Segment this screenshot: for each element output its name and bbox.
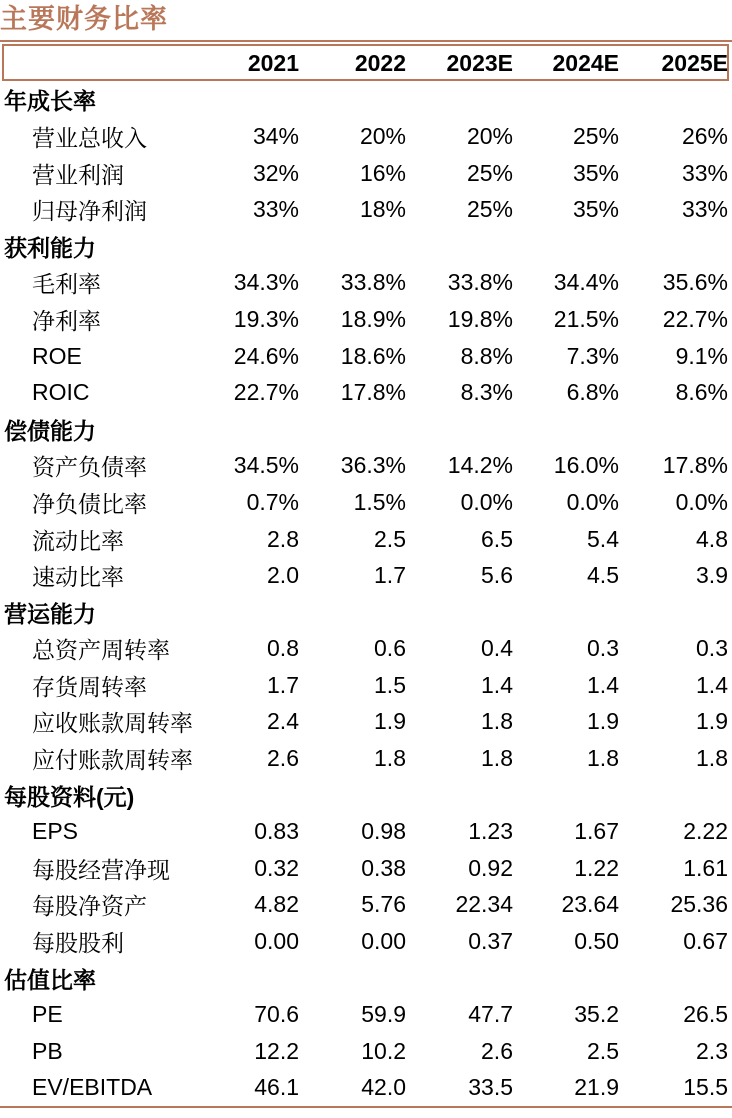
value-cell: 32% (252, 159, 299, 186)
table-row (0, 704, 732, 741)
value-cell: 8.8% (460, 342, 513, 369)
value-cell: 25% (466, 159, 513, 186)
value-cell: 5.4 (587, 525, 619, 552)
value-cell: 34.3% (233, 269, 299, 296)
value-cell: 47.7 (468, 1001, 513, 1028)
row-label: 每股经营净现 (32, 856, 170, 883)
value-cell: 1.9 (587, 708, 619, 735)
table-row (0, 996, 732, 1033)
value-cell: 34.4% (553, 269, 619, 296)
value-cell: 17.8% (340, 379, 406, 406)
value-cell: 0.4 (481, 635, 513, 662)
table-row (0, 155, 732, 192)
value-cell: 12.2 (254, 1037, 299, 1064)
section-header-row (0, 777, 732, 814)
empty-cell (623, 594, 732, 631)
value-cell: 0.7% (246, 488, 299, 515)
value-cell: 2.3 (696, 1037, 728, 1064)
value-cell: 2.6 (267, 745, 299, 772)
value-cell: 2.22 (683, 818, 728, 845)
value-cell: 19.8% (447, 305, 513, 332)
value-cell: 0.00 (361, 928, 406, 955)
value-cell: 16% (359, 159, 406, 186)
empty-cell (623, 777, 732, 814)
value-cell: 18% (359, 196, 406, 223)
value-cell: 0.67 (683, 928, 728, 955)
value-cell: 0.32 (254, 854, 299, 881)
value-cell: 1.22 (574, 854, 619, 881)
value-cell: 1.9 (374, 708, 406, 735)
section-header-row (0, 594, 732, 631)
empty-cell (517, 594, 623, 631)
value-cell: 0.98 (361, 818, 406, 845)
table-body (0, 82, 732, 1107)
empty-cell (303, 228, 410, 265)
row-label: 总资产周转率 (32, 637, 170, 664)
value-cell: 22.34 (455, 891, 513, 918)
value-cell: 20% (466, 122, 513, 149)
value-cell: 1.8 (481, 708, 513, 735)
section-header-row (0, 228, 732, 265)
value-cell: 16.0% (553, 452, 619, 479)
value-cell: 35.6% (662, 269, 728, 296)
section-title: 偿债能力 (4, 417, 96, 444)
section-title: 估值比率 (4, 966, 96, 993)
value-cell: 6.5 (481, 525, 513, 552)
section-header-row (0, 960, 732, 997)
value-cell: 0.83 (254, 818, 299, 845)
row-label: 营业利润 (32, 161, 124, 188)
section-title: 营运能力 (4, 600, 96, 627)
empty-cell (517, 228, 623, 265)
value-cell: 1.23 (468, 818, 513, 845)
value-cell: 1.8 (696, 745, 728, 772)
row-label: 毛利率 (32, 271, 101, 298)
value-cell: 0.0% (675, 488, 728, 515)
value-cell: 25% (466, 196, 513, 223)
row-label: 归母净利润 (32, 198, 147, 225)
value-cell: 18.6% (340, 342, 406, 369)
row-label: 每股股利 (32, 930, 124, 957)
value-cell: 46.1 (254, 1074, 299, 1101)
value-cell: 4.82 (254, 891, 299, 918)
value-cell: 0.6 (374, 635, 406, 662)
value-cell: 25% (572, 122, 619, 149)
header-year: 2025E (661, 49, 728, 76)
value-cell: 0.8 (267, 635, 299, 662)
empty-cell (410, 594, 517, 631)
value-cell: 1.8 (587, 745, 619, 772)
value-cell: 22.7% (233, 379, 299, 406)
value-cell: 1.5% (353, 488, 406, 515)
header-year: 2023E (446, 49, 513, 76)
empty-cell (623, 960, 732, 997)
page-title: 主要财务比率 (0, 4, 168, 35)
empty-cell (303, 777, 410, 814)
empty-cell (410, 960, 517, 997)
value-cell: 4.5 (587, 562, 619, 589)
row-label: 净负债比率 (32, 490, 147, 517)
value-cell: 22.7% (662, 305, 728, 332)
value-cell: 2.0 (267, 562, 299, 589)
value-cell: 33.8% (340, 269, 406, 296)
table-row (0, 118, 732, 155)
row-label: 应付账款周转率 (32, 747, 193, 774)
value-cell: 10.2 (361, 1037, 406, 1064)
value-cell: 8.6% (675, 379, 728, 406)
empty-cell (200, 777, 303, 814)
row-label: PB (32, 1037, 63, 1064)
table-row (0, 521, 732, 558)
value-cell: 17.8% (662, 452, 728, 479)
value-cell: 5.76 (361, 891, 406, 918)
row-label: EPS (32, 818, 79, 845)
value-cell: 36.3% (340, 452, 406, 479)
value-cell: 0.3 (587, 635, 619, 662)
row-label: ROE (32, 342, 82, 369)
value-cell: 0.00 (254, 928, 299, 955)
financial-ratios-table (0, 45, 732, 1106)
value-cell: 7.3% (566, 342, 619, 369)
empty-cell (517, 82, 623, 119)
table-row (0, 484, 732, 521)
value-cell: 1.67 (574, 818, 619, 845)
section-title: 年成长率 (4, 88, 96, 115)
row-label: 流动比率 (32, 527, 124, 554)
empty-cell (623, 411, 732, 448)
value-cell: 0.38 (361, 854, 406, 881)
value-cell: 33.8% (447, 269, 513, 296)
value-cell: 70.6 (254, 1001, 299, 1028)
table-row (0, 740, 732, 777)
value-cell: 20% (359, 122, 406, 149)
value-cell: 0.0% (566, 488, 619, 515)
value-cell: 1.4 (587, 671, 619, 698)
table-row (0, 448, 732, 485)
value-cell: 1.9 (696, 708, 728, 735)
table-row (0, 813, 732, 850)
value-cell: 0.92 (468, 854, 513, 881)
value-cell: 42.0 (361, 1074, 406, 1101)
empty-cell (200, 411, 303, 448)
value-cell: 0.37 (468, 928, 513, 955)
empty-cell (623, 228, 732, 265)
table-row (0, 1070, 732, 1107)
empty-cell (303, 411, 410, 448)
value-cell: 1.4 (696, 671, 728, 698)
table-row (0, 301, 732, 338)
table-row (0, 850, 732, 887)
row-label: 速动比率 (32, 564, 124, 591)
value-cell: 34% (252, 122, 299, 149)
empty-cell (517, 777, 623, 814)
value-cell: 1.8 (374, 745, 406, 772)
value-cell: 2.4 (267, 708, 299, 735)
value-cell: 1.7 (374, 562, 406, 589)
value-cell: 21.9 (574, 1074, 619, 1101)
value-cell: 1.5 (374, 671, 406, 698)
value-cell: 0.50 (574, 928, 619, 955)
empty-cell (200, 594, 303, 631)
value-cell: 0.0% (460, 488, 513, 515)
value-cell: 3.9 (696, 562, 728, 589)
row-label: 应收账款周转率 (32, 710, 193, 737)
header-label (0, 45, 200, 82)
value-cell: 1.8 (481, 745, 513, 772)
value-cell: 26.5 (683, 1001, 728, 1028)
row-label: EV/EBITDA (32, 1074, 153, 1101)
header-year: 2024E (552, 49, 619, 76)
empty-cell (410, 777, 517, 814)
table-row (0, 265, 732, 302)
value-cell: 9.1% (675, 342, 728, 369)
empty-cell (200, 960, 303, 997)
empty-cell (200, 82, 303, 119)
value-cell: 2.8 (267, 525, 299, 552)
value-cell: 2.5 (374, 525, 406, 552)
table-row (0, 631, 732, 668)
section-header-row (0, 411, 732, 448)
value-cell: 1.4 (481, 671, 513, 698)
empty-cell (517, 411, 623, 448)
header-year: 2021 (247, 49, 299, 76)
empty-cell (200, 228, 303, 265)
value-cell: 33% (681, 196, 728, 223)
value-cell: 35% (572, 196, 619, 223)
bottom-divider (0, 1106, 732, 1108)
empty-cell (303, 82, 410, 119)
value-cell: 25.36 (670, 891, 728, 918)
section-title: 每股资料(元) (4, 783, 135, 810)
value-cell: 2.5 (587, 1037, 619, 1064)
value-cell: 24.6% (233, 342, 299, 369)
value-cell: 19.3% (233, 305, 299, 332)
table-row (0, 338, 732, 375)
row-label: 资产负债率 (32, 454, 147, 481)
row-label: PE (32, 1001, 63, 1028)
empty-cell (410, 228, 517, 265)
row-label: 净利率 (32, 307, 101, 334)
value-cell: 26% (681, 122, 728, 149)
title-divider (0, 40, 732, 42)
value-cell: 33.5 (468, 1074, 513, 1101)
value-cell: 33% (681, 159, 728, 186)
value-cell: 2.6 (481, 1037, 513, 1064)
table-row (0, 557, 732, 594)
header-year: 2022 (354, 49, 406, 76)
value-cell: 6.8% (566, 379, 619, 406)
empty-cell (623, 82, 732, 119)
section-title: 获利能力 (4, 234, 96, 261)
value-cell: 34.5% (233, 452, 299, 479)
empty-cell (303, 960, 410, 997)
row-label: 存货周转率 (32, 673, 147, 700)
value-cell: 4.8 (696, 525, 728, 552)
value-cell: 23.64 (561, 891, 619, 918)
value-cell: 35.2 (574, 1001, 619, 1028)
table-row (0, 191, 732, 228)
table-row (0, 667, 732, 704)
value-cell: 35% (572, 159, 619, 186)
table-row (0, 374, 732, 411)
table-row (0, 887, 732, 924)
row-label: 每股净资产 (32, 893, 147, 920)
value-cell: 21.5% (553, 305, 619, 332)
value-cell: 18.9% (340, 305, 406, 332)
value-cell: 0.3 (696, 635, 728, 662)
value-cell: 8.3% (460, 379, 513, 406)
row-label: 营业总收入 (32, 124, 147, 151)
table-row (0, 923, 732, 960)
row-label: ROIC (32, 379, 90, 406)
empty-cell (517, 960, 623, 997)
empty-cell (410, 82, 517, 119)
value-cell: 33% (252, 196, 299, 223)
value-cell: 59.9 (361, 1001, 406, 1028)
value-cell: 15.5 (683, 1074, 728, 1101)
value-cell: 14.2% (447, 452, 513, 479)
section-header-row (0, 82, 732, 119)
empty-cell (410, 411, 517, 448)
header-row (0, 45, 732, 82)
empty-cell (303, 594, 410, 631)
value-cell: 1.61 (683, 854, 728, 881)
value-cell: 5.6 (481, 562, 513, 589)
value-cell: 1.7 (267, 671, 299, 698)
table-row (0, 1033, 732, 1070)
